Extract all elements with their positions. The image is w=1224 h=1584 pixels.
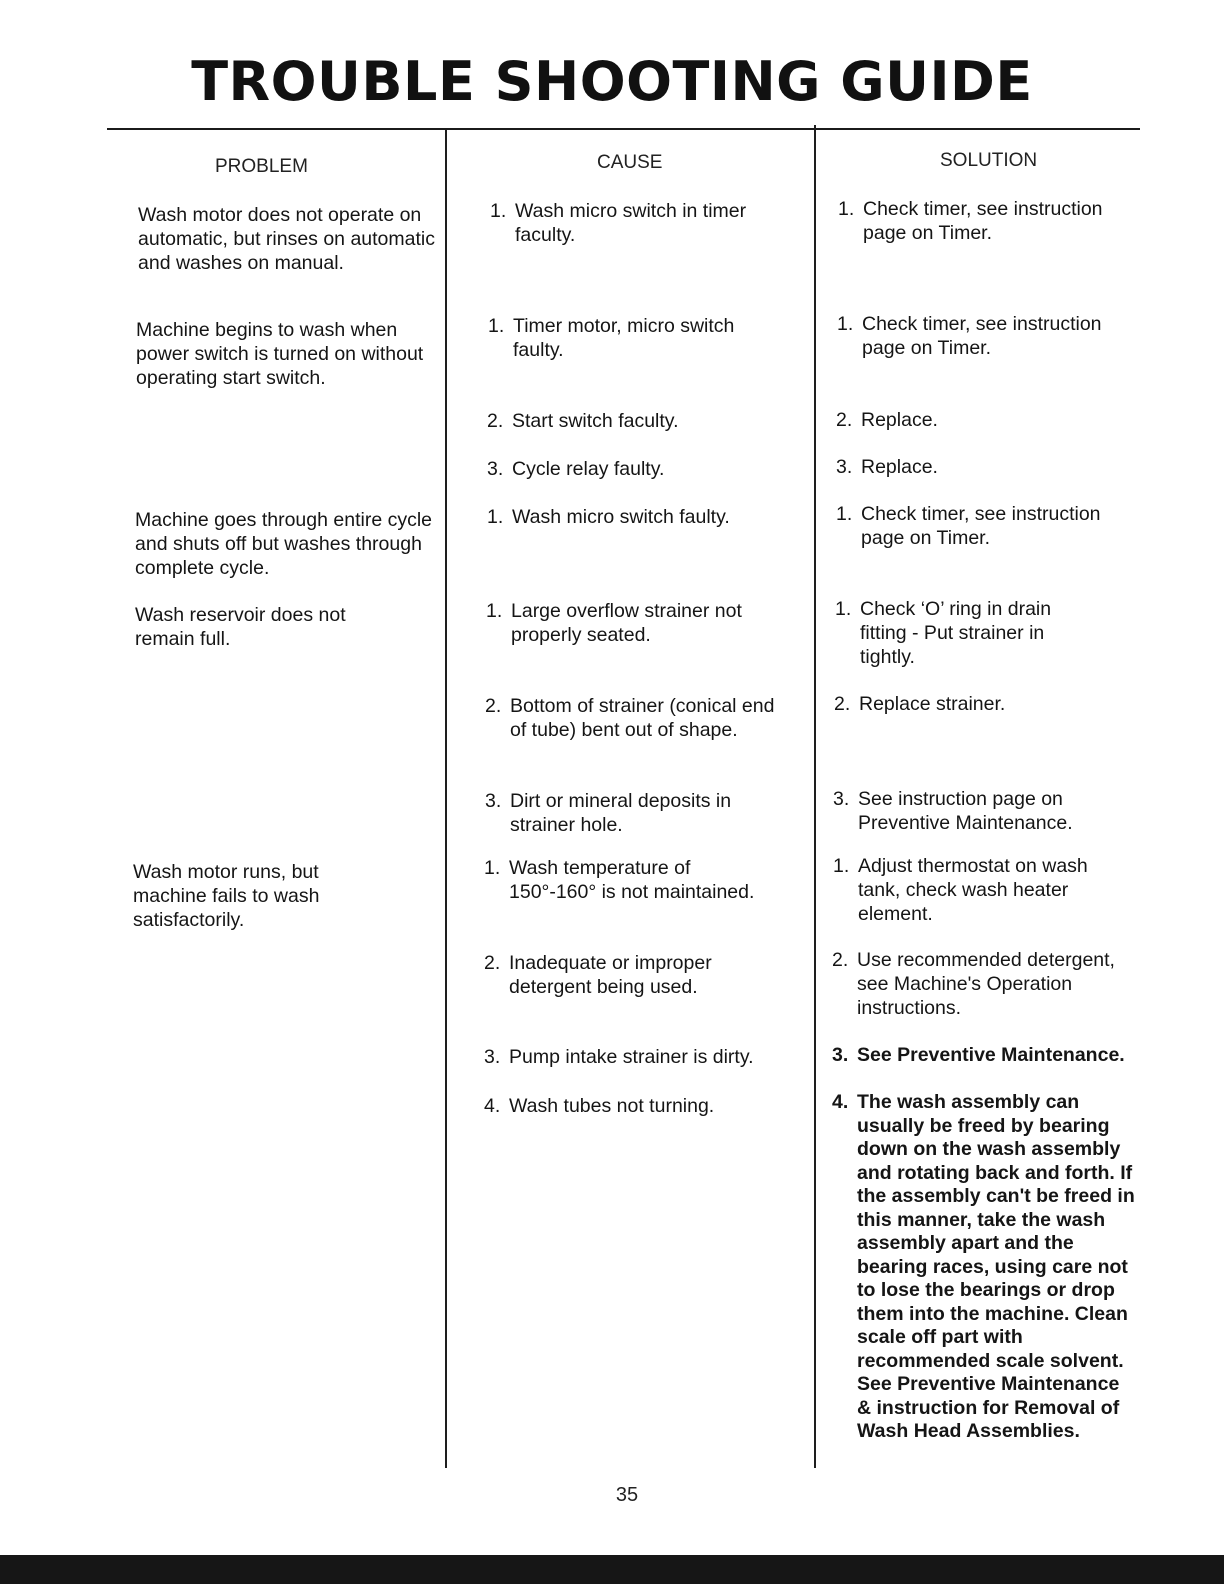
cause-number: 3.	[487, 458, 504, 480]
cause-text: Timer motor, micro switch faulty.	[513, 315, 735, 361]
problem-2: Machine begins to wash when power switch is turned on without operating start switch.	[136, 319, 424, 389]
solution-number: 1.	[837, 313, 854, 335]
cause-item	[487, 409, 807, 433]
cause-text: Wash micro switch in timer faculty.	[515, 200, 747, 246]
solution-number: 2.	[834, 693, 851, 715]
cause-item	[484, 856, 774, 904]
solution-column-header: SOLUTION	[940, 150, 1038, 171]
solution-item	[833, 854, 1123, 926]
cause-text: Cycle relay faulty.	[512, 458, 665, 480]
cause-item	[484, 1094, 804, 1118]
cause-number: 1.	[490, 200, 507, 222]
cause-text: Wash temperature of 150°-160° is not maintained.	[509, 857, 755, 903]
cause-text: Wash tubes not turning.	[509, 1095, 715, 1117]
solution-item	[832, 1043, 1137, 1067]
solution-item	[836, 502, 1141, 550]
solution-item	[832, 1091, 1137, 1444]
solution-number: 1.	[836, 503, 853, 525]
cause-column-header: CAUSE	[597, 152, 663, 173]
solution-text: Check ‘O’ ring in drain fitting - Put strainer in tightly.	[860, 598, 1052, 668]
problem-4: Wash reservoir does not remain full.	[135, 604, 346, 650]
solution-text: Check timer, see instruction page on Timer.	[862, 313, 1102, 359]
solution-number: 1.	[833, 855, 850, 877]
solution-text: Adjust thermostat on wash tank, check wash heater element.	[858, 855, 1088, 925]
cause-text: Dirt or mineral deposits in strainer hole.	[510, 790, 732, 836]
cause-number: 3.	[485, 790, 502, 812]
cause-text: Wash micro switch faulty.	[512, 506, 730, 528]
solution-text: Check timer, see instruction page on Timer.	[861, 503, 1101, 549]
solution-text: The wash assembly can usually be freed by bearing down on the wash assembly and rotating back and forth. If the assembly can't be freed in this manner, take the wash assembly apart and the bearing races, using care not to lose the bearings or drop them into the machine. Clean scale off part with recommended scale solvent. See Preventive Maintenance & instruction for Removal of Wash Head Assemblies.	[857, 1091, 1135, 1442]
cause-number: 1.	[484, 857, 501, 879]
cause-item	[484, 951, 744, 999]
header-rule	[107, 128, 1140, 130]
solution-number: 3.	[832, 1044, 849, 1066]
cause-item	[487, 457, 807, 481]
solution-text: Replace.	[861, 409, 938, 431]
cause-number: 1.	[488, 315, 505, 337]
cause-item	[484, 1045, 804, 1069]
solution-item	[836, 455, 1141, 479]
cause-item	[485, 789, 775, 837]
solution-text: Replace.	[861, 456, 938, 478]
solution-text: Use recommended detergent, see Machine's Operation instructions.	[857, 949, 1115, 1019]
solution-item	[834, 692, 1139, 716]
cause-number: 4.	[484, 1095, 501, 1117]
solution-number: 4.	[832, 1091, 849, 1113]
solution-item	[835, 597, 1095, 669]
column-divider-right	[814, 125, 816, 1468]
page-number: 35	[615, 1484, 639, 1506]
solution-number: 3.	[836, 456, 853, 478]
cause-number: 2.	[487, 410, 504, 432]
column-divider-left	[445, 130, 447, 1468]
cause-item	[485, 694, 775, 742]
solution-text: Check timer, see instruction page on Timer.	[863, 198, 1103, 244]
cause-item	[488, 314, 788, 362]
cause-text: Inadequate or improper detergent being used.	[509, 952, 712, 998]
solution-number: 3.	[833, 788, 850, 810]
scan-bottom-edge	[0, 1555, 1224, 1584]
solution-number: 2.	[832, 949, 849, 971]
solution-number: 2.	[836, 409, 853, 431]
cause-text: Start switch faculty.	[512, 410, 679, 432]
problem-1: Wash motor does not operate on automatic, but rinses on automatic and washes on manual.	[138, 204, 435, 274]
cause-text: Bottom of strainer (conical end of tube) bent out of shape.	[510, 695, 775, 741]
solution-number: 1.	[835, 598, 852, 620]
solution-text: Replace strainer.	[859, 693, 1006, 715]
solution-item	[837, 312, 1142, 360]
solution-number: 1.	[838, 198, 855, 220]
cause-text: Pump intake strainer is dirty.	[509, 1046, 754, 1068]
problem-5: Wash motor runs, but machine fails to wash satisfactorily.	[133, 861, 320, 931]
cause-item	[487, 505, 807, 529]
solution-item	[838, 197, 1143, 245]
solution-text: See Preventive Maintenance.	[857, 1044, 1125, 1066]
solution-item	[833, 787, 1123, 835]
cause-item	[486, 599, 766, 647]
solution-item	[836, 408, 1141, 432]
cause-number: 3.	[484, 1046, 501, 1068]
cause-number: 1.	[486, 600, 503, 622]
solution-text: See instruction page on Preventive Maintenance.	[858, 788, 1073, 834]
cause-text: Large overflow strainer not properly seated.	[511, 600, 742, 646]
cause-number: 1.	[487, 506, 504, 528]
page-title: TROUBLE SHOOTING GUIDE	[191, 50, 1033, 113]
problem-3: Machine goes through entire cycle and shuts off but washes through complete cycle.	[135, 509, 433, 579]
problem-column-header: PROBLEM	[215, 156, 308, 177]
cause-item	[490, 199, 810, 247]
cause-number: 2.	[485, 695, 502, 717]
solution-item	[832, 948, 1142, 1020]
cause-number: 2.	[484, 952, 501, 974]
